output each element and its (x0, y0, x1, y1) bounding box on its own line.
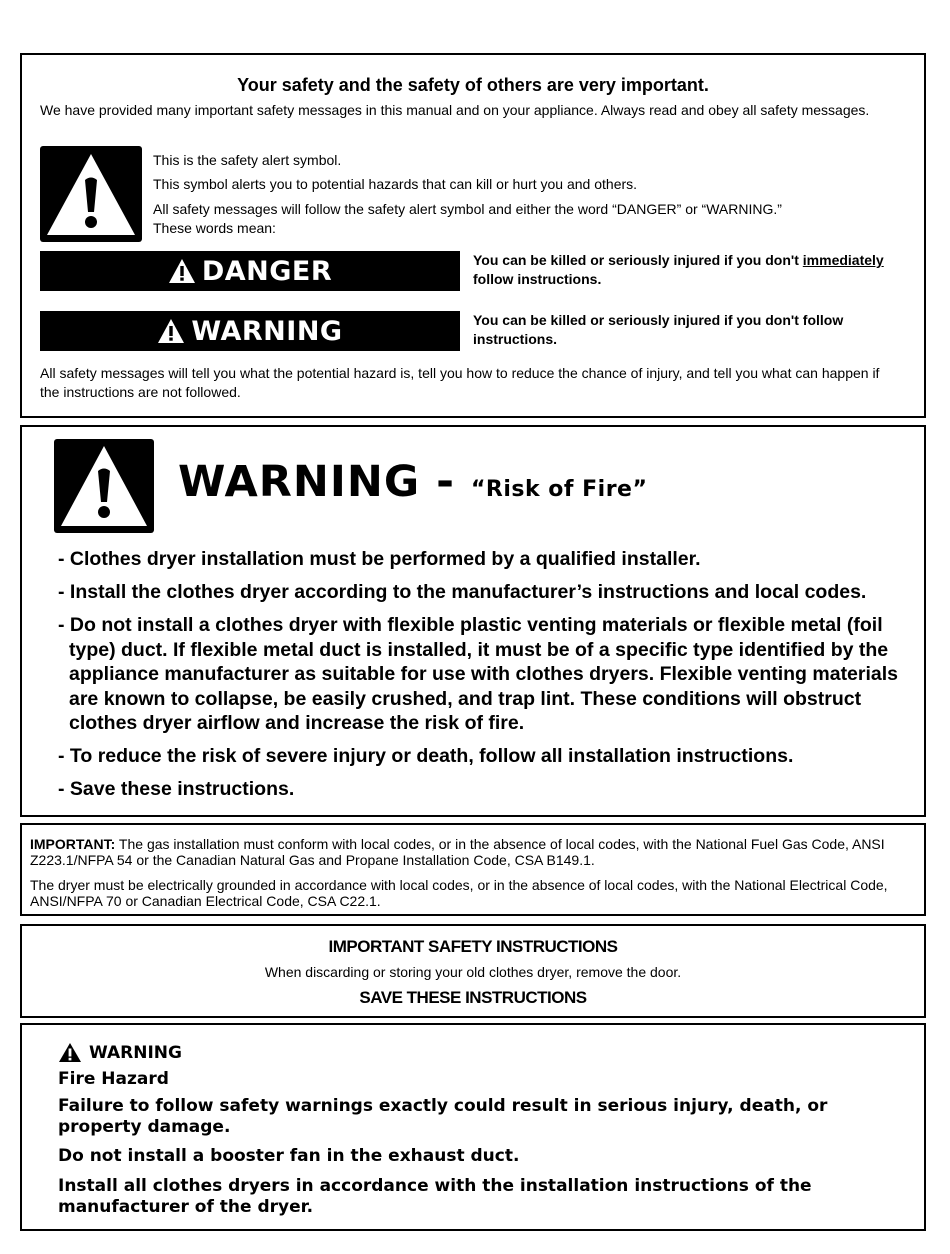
warning-triangle-icon (157, 318, 185, 344)
warning-banner (40, 311, 460, 351)
safety-outro-text: All safety messages will tell you what the potential hazard is, tell you how to reduce the chance of injury, and tell you what can happen if the instructions are not followed. (40, 365, 880, 400)
alert-line-1: This is the safety alert symbol. (153, 152, 342, 168)
list-item: - Do not install a clothes dryer with flexible plastic venting materials or flexible metal (foil type) duct. If flexible metal duct is installed, it must be of a specific type identified by the appliance manufacturer as suitable for use with clothes dryers. Flexible venting materials are known to collapse, be easily crushed, and trap lint. These conditions will obstruct clothes dryer airflow and increase the risk of fire. (58, 614, 899, 734)
list-item: - To reduce the risk of severe injury or death, follow all installation instructions. (58, 745, 794, 767)
safety-intro-box (20, 53, 926, 418)
danger-text-after: follow instructions. (473, 271, 602, 287)
safety-intro-text: We have provided many important safety messages in this manual and on your appliance. Always read and obey all safety messages. (40, 102, 870, 118)
important-label: IMPORTANT: (30, 836, 116, 852)
electric-code-paragraph: The dryer must be electrically grounded in accordance with local codes, or in the absence of local codes, with the National Electrical Code, ANSI/NFPA 70 or Canadian Electrical Code, CSA C22.1. (30, 877, 888, 909)
gas-code-text: The gas installation must conform with local codes, or in the absence of local codes, with the National Fuel Gas Code, ANSI Z223.1/NFPA 54 or the Canadian Natural Gas and Propane Installation Code, CSA B149.1. (30, 836, 885, 868)
fire-warning-list (58, 547, 918, 810)
safety-heading: Your safety and the safety of others are very important. (237, 75, 709, 95)
fire-hazard-title: Fire Hazard (58, 1069, 169, 1089)
fire-warning-word: WARNING (178, 457, 421, 507)
important-codes-box (20, 823, 926, 916)
fire-warning-box (20, 425, 926, 817)
fire-alert-icon (54, 439, 154, 533)
danger-text-before: You can be killed or seriously injured if you don't (473, 252, 803, 268)
safety-alert-icon (40, 146, 142, 242)
fire-hazard-box (20, 1023, 926, 1231)
list-item: - Save these instructions. (58, 778, 295, 800)
fire-hazard-paragraph-1: Failure to follow safety warnings exactly could result in serious injury, death, or property damage. (58, 1096, 828, 1137)
fire-hazard-paragraph-2: Do not install a booster fan in the exhaust duct. (58, 1146, 520, 1166)
fire-warning-subtitle: “Risk of Fire” (470, 477, 648, 502)
danger-description (473, 251, 923, 289)
list-item: - Install the clothes dryer according to the manufacturer’s instructions and local codes. (58, 581, 867, 603)
alert-line-4: These words mean: (153, 220, 276, 236)
fire-hazard-warning-heading (58, 1042, 182, 1063)
fire-warning-dash: - (420, 457, 471, 507)
gas-code-paragraph (30, 836, 910, 868)
fire-hazard-warning-label: WARNING (89, 1042, 182, 1063)
warning-triangle-icon (58, 1042, 82, 1063)
fire-warning-title (178, 457, 647, 507)
fire-hazard-paragraph-3: Install all clothes dryers in accordance with the installation instructions of the manufacturer of the dryer. (58, 1176, 812, 1217)
warning-triangle-icon (168, 258, 196, 284)
alert-line-3: All safety messages will follow the safety alert symbol and either the word “DANGER” or “WARNING.” (153, 201, 782, 217)
save-instructions-title: SAVE THESE INSTRUCTIONS (359, 988, 587, 1007)
list-item: - Clothes dryer installation must be performed by a qualified installer. (58, 548, 701, 570)
safety-instructions-box (20, 924, 926, 1018)
danger-text-emphasis: immediately (802, 252, 884, 268)
warning-description: You can be killed or seriously injured if you don't follow instructions. (473, 312, 844, 347)
alert-line-2: This symbol alerts you to potential hazards that can kill or hurt you and others. (153, 176, 638, 192)
danger-label: DANGER (201, 255, 333, 287)
danger-banner (40, 251, 460, 291)
warning-label: WARNING (191, 315, 343, 347)
safety-instructions-title: IMPORTANT SAFETY INSTRUCTIONS (328, 937, 618, 956)
safety-instructions-text: When discarding or storing your old clothes dryer, remove the door. (264, 964, 682, 980)
